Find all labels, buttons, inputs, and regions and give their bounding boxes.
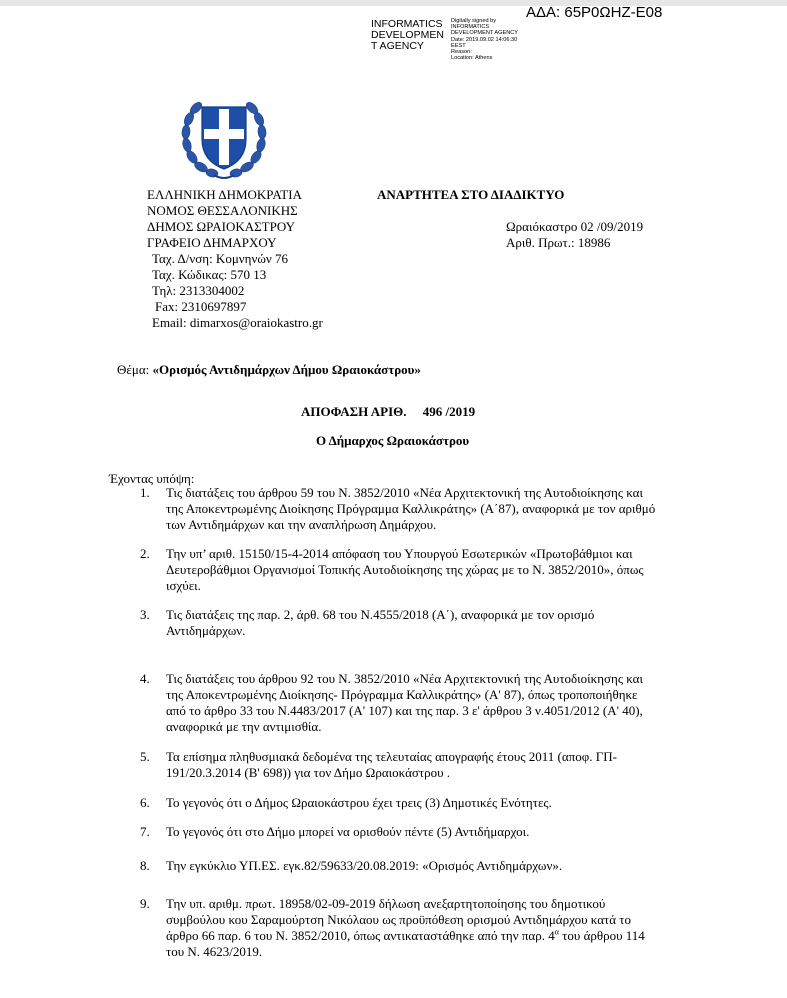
item-number: 9.: [140, 896, 150, 911]
signature-details: [451, 18, 541, 61]
issuer-line: ΔΗΜΟΣ ΩΡΑΙΟΚΑΣΤΡΟΥ: [147, 219, 295, 234]
protocol-number: Αριθ. Πρωτ.: 18986: [506, 235, 611, 250]
greek-coat-of-arms-icon: [178, 95, 270, 181]
list-item: [140, 546, 672, 594]
list-item: [140, 749, 672, 781]
list-item: [140, 858, 672, 874]
item-line: Τις διατάξεις της παρ. 2, άρθ. 68 του Ν.4555/2018 (Α΄), αναφορικά με τον ορισμό: [166, 607, 595, 622]
mayor-heading: Ο Δήμαρχος Ωραιοκάστρου: [316, 433, 470, 448]
item-line: αναφορικά με την αντιμισθία.: [166, 719, 322, 734]
item-line: Αντιδημάρχων.: [166, 623, 246, 638]
item-line: Το γεγονός ότι στο Δήμο μπορεί να ορισθούν πέντε (5) Αντιδήμαρχοι.: [166, 824, 530, 839]
item-number: 4.: [140, 671, 150, 686]
item-line-tail: του άρθρου 114: [558, 928, 645, 943]
item-number: 5.: [140, 749, 150, 764]
list-item: [140, 795, 672, 811]
item-line: Την υπ. αριθμ. πρωτ. 18958/02-09-2019 δήλωση ανεξαρτητοποίησης του δημοτικού: [166, 896, 606, 911]
item-line-text: άρθρο 66 παρ. 6 του Ν. 3852/2010, όπως αντικαταστάθηκε από την παρ. 4: [166, 928, 555, 943]
item-number: 6.: [140, 795, 150, 810]
email-line: Email: dimarxos@oraiokastro.gr: [152, 315, 323, 330]
place-date: Ωραιόκαστρο 02 /09/2019: [506, 219, 644, 234]
posted-online-notice: ΑΝΑΡΤΗΤΕΑ ΣΤΟ ΔΙΑΔΙΚΤΥΟ: [377, 187, 565, 202]
item-number: 3.: [140, 607, 150, 622]
item-line: 191/20.3.2014 (Β' 698)) για τον Δήμο Ωραιοκάστρου .: [166, 765, 451, 780]
signature-detail-line: Date: 2019.09.02 14:06:30: [451, 36, 518, 43]
item-number: 8.: [140, 858, 150, 873]
signature-detail-line: EEST: [451, 42, 466, 49]
place-date-block: [506, 219, 643, 251]
issuer-line: ΕΛΛΗΝΙΚΗ ΔΗΜΟΚΡΑΤΙΑ: [147, 187, 302, 202]
item-line: από το άρθρο 33 του Ν.4483/2017 (Α' 107) και της παρ. 3 ε' άρθρου 3 ν.4051/2012 (Α' 40),: [166, 703, 643, 718]
item-line: του Ν. 4623/2019.: [166, 944, 263, 959]
list-item: [140, 896, 672, 960]
list-item: [140, 671, 672, 735]
signature-detail-line: Reason:: [451, 49, 472, 56]
list-item: [140, 824, 672, 840]
decision-title: ΑΠΟΦΑΣΗ ΑΡΙΘ. 496 /2019: [301, 404, 476, 419]
list-item: [140, 485, 672, 533]
item-line: [166, 928, 672, 944]
signature-detail-line: DEVELOPMENT AGENCY: [451, 30, 519, 37]
fax-line: Fax: 2310697897: [155, 299, 247, 314]
address-line: Ταχ. Δ/νση: Κομνηνών 76: [152, 251, 289, 266]
issuer-line: ΝΟΜΟΣ ΘΕΣΣΑΛΟΝΙΚΗΣ: [147, 203, 298, 218]
signature-name: INFORMATICS DEVELOPMEN T AGENCY: [371, 18, 444, 52]
superscript-alpha: α: [554, 927, 559, 937]
list-item: [140, 607, 672, 639]
item-line: συμβούλου κου Σαραμούρτση Νικόλαου ως προϋπόθεση ορισμού Αντιδημάρχου κατά το: [166, 912, 632, 927]
item-line: της Αποκεντρωμένης Διοίκησης Πρόγραμμα Καλλικράτης» (Α΄87), αναφορικά με τον αριθμό: [166, 501, 656, 516]
item-number: 7.: [140, 824, 150, 839]
item-line: Τις διατάξεις του άρθρου 59 του Ν. 3852/2010 «Νέα Αρχιτεκτονική της Αυτοδιοίκησης και: [166, 485, 643, 500]
item-line: Τα επίσημα πληθυσμιακά δεδομένα της τελευταίας απογραφής έτους 2011 (αποφ. ΓΠ-: [166, 749, 617, 764]
item-number: 1.: [140, 485, 150, 500]
item-line: Δευτεροβάθμιοι Οργανισμοί Τοπικής Αυτοδιοίκησης της χώρας με το Ν. 3852/2010», όπως: [166, 562, 644, 577]
item-number: 2.: [140, 546, 150, 561]
item-line: Το γεγονός ότι ο Δήμος Ωραιοκάστρου έχει τρεις (3) Δημοτικές Ενότητες.: [166, 795, 552, 810]
phone-line: Τηλ: 2313304002: [152, 283, 245, 298]
item-line: Την υπ’ αριθ. 15150/15-4-2014 απόφαση του Υπουργού Εσωτερικών «Πρωτοβάθμιοι και: [166, 546, 633, 561]
subject-text: «Ορισμός Αντιδημάρχων Δήμου Ωραιοκάστρου»: [152, 362, 421, 377]
subject-line: [117, 362, 421, 378]
signature-detail-line: Digitally signed by: [451, 18, 497, 24]
issuer-block: [147, 187, 323, 331]
signature-detail-line: INFORMATICS: [451, 24, 490, 31]
item-line: ισχύει.: [166, 578, 201, 593]
subject-label: Θέμα:: [117, 362, 150, 377]
item-line: Τις διατάξεις του άρθρου 92 του Ν. 3852/2010 «Νέα Αρχιτεκτονική της Αυτοδιοίκησης και: [166, 671, 643, 686]
ada-code: ΑΔΑ: 65Ρ0ΩΗΖ-Ε08: [526, 4, 663, 21]
item-line: Την εγκύκλιο ΥΠ.ΕΣ. εγκ.82/59633/20.08.2019: «Ορισμός Αντιδημάρχων».: [166, 858, 563, 873]
viewer-top-bar: [0, 0, 787, 6]
item-line: των Αντιδημάρχων και την αναπλήρωση Δημάρχου.: [166, 517, 437, 532]
signature-detail-line: Location: Athens: [451, 55, 493, 62]
issuer-line: ΓΡΑΦΕΙΟ ΔΗΜΑΡΧΟΥ: [147, 235, 277, 250]
postal-code-line: Ταχ. Κώδικας: 570 13: [152, 267, 267, 282]
considering-label: Έχοντας υπόψη:: [109, 471, 195, 486]
item-line: της Αποκεντρωμένης Διοίκησης- Πρόγραμμα Καλλικράτης» (Α' 87), όπως τροποποιήθηκε: [166, 687, 638, 702]
